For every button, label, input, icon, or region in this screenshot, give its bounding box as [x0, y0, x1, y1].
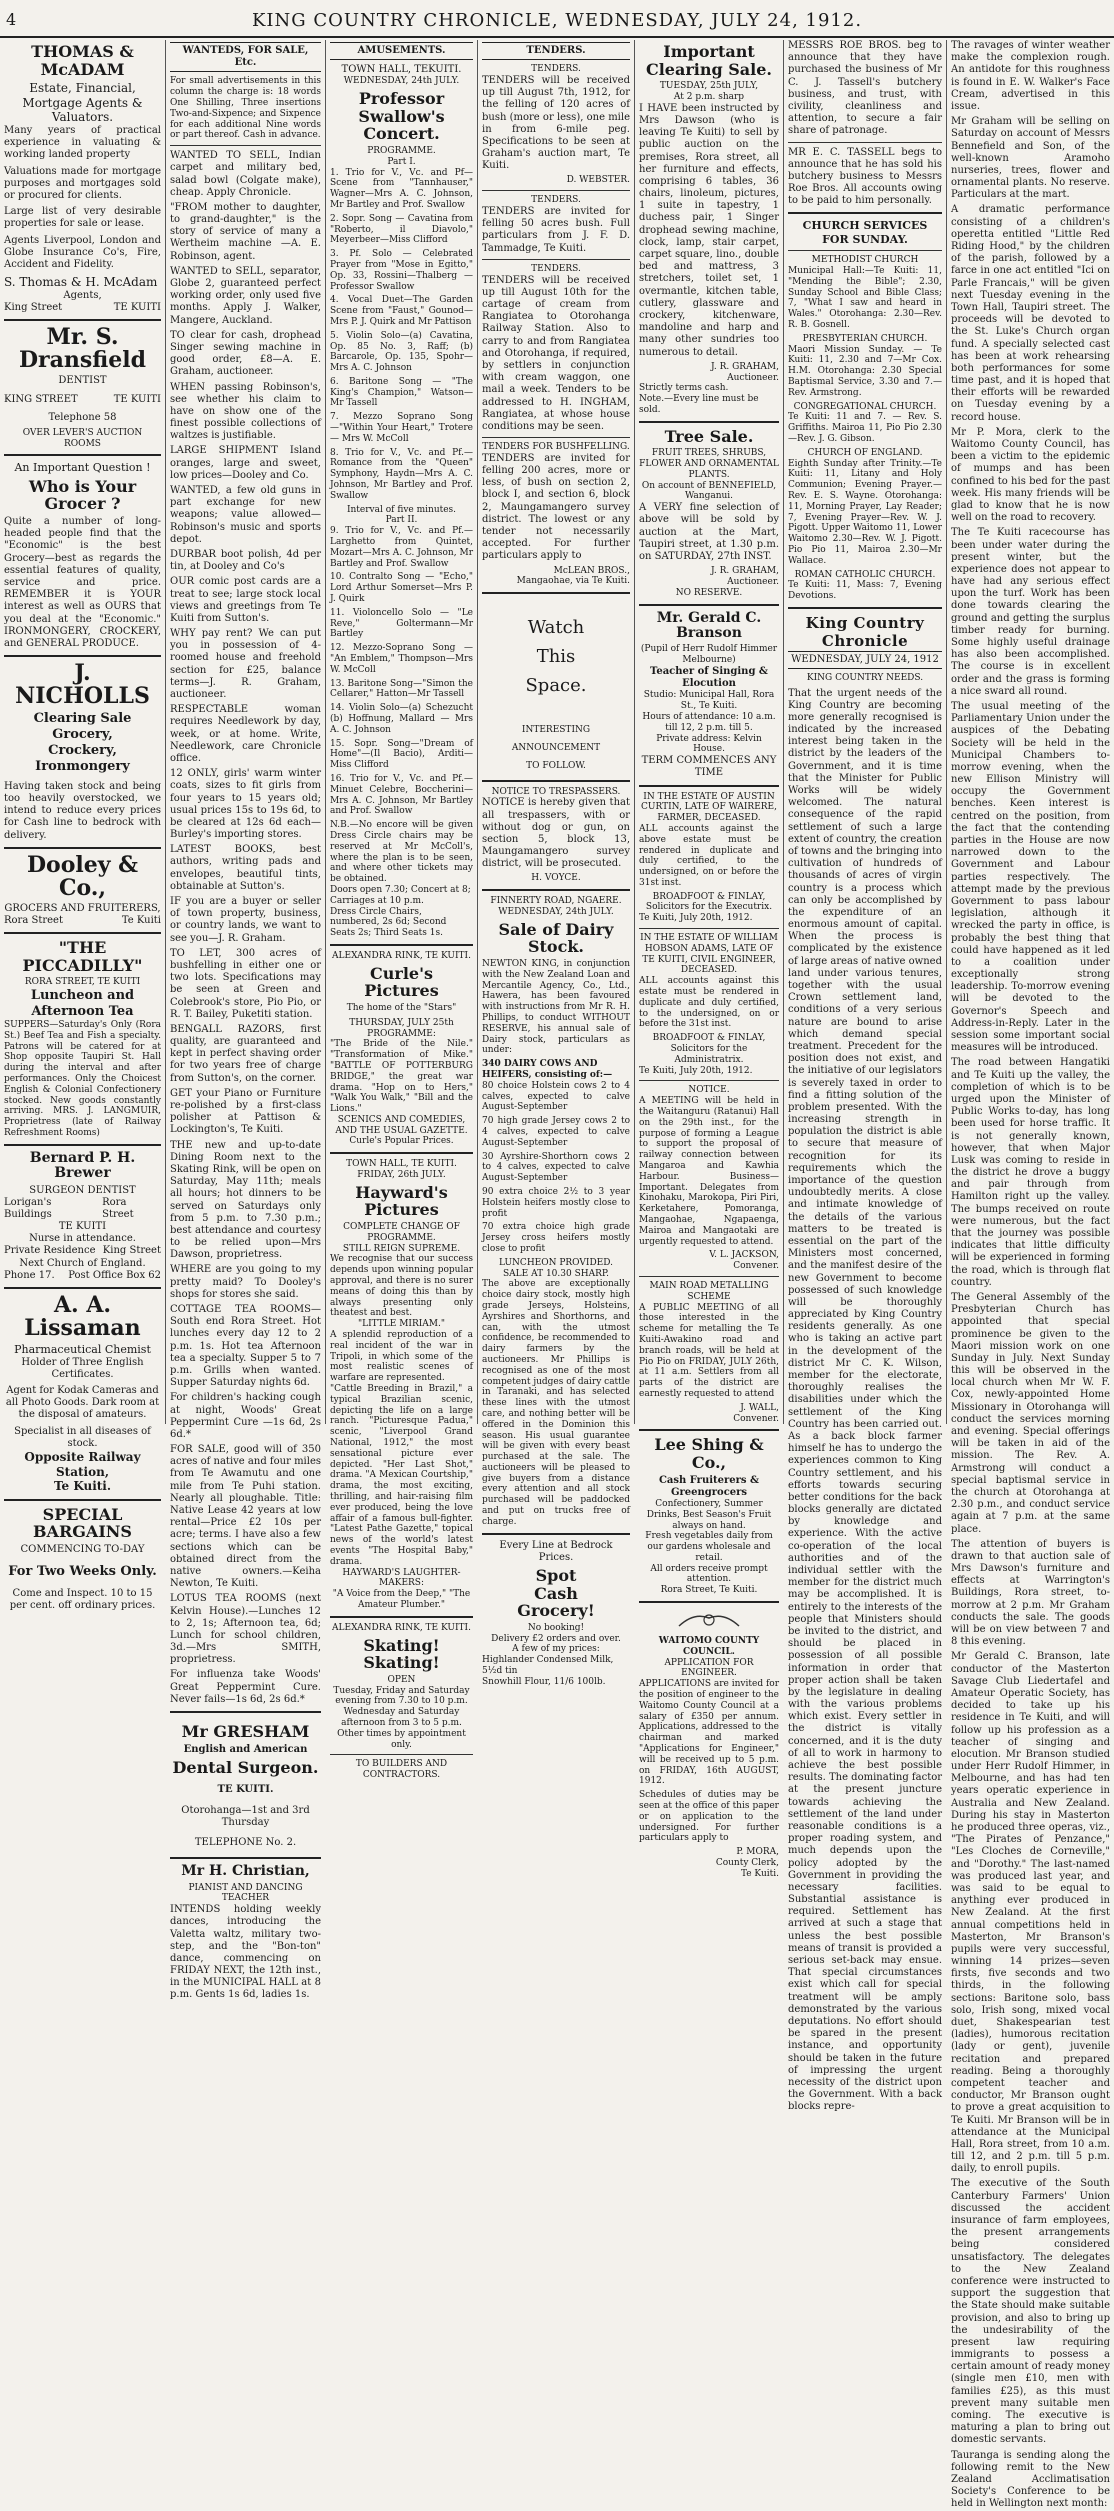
ad-line: COMMENCING TO-DAY [20, 1543, 145, 1555]
dransfield-ad [4, 326, 161, 449]
column-3 [326, 40, 478, 1781]
news-paragraph: The road between Hangatiki and Te Kuiti up the valley, the completion of which is to be urged upon the Minister of Public Works to-day, has long been used for horse traffic. It is not generally known, however, that when Major Lusk was coming to reside in the district he drove a buggy and pair through from Hamilton right up the valley. The bumps received on route were numerous, but the fact that the journey was possible indicates that little difficulty will be experienced in forming the road, which is through flat country. [951, 1057, 1110, 1288]
list-item: LATEST BOOKS, best authors, writing pads and envelopes, beautiful tints, obtainable at Sutton's. [170, 844, 321, 892]
signature: Auctioneer. [727, 372, 779, 383]
notice-body: A VERY fine selection of above will be sold by auction at the Mart, Taupiri street, at 1.30 p.m. on SATURDAY, 27th INST. [639, 502, 779, 563]
column-2 [166, 40, 326, 2001]
note: Note.—Every line must be sold. [639, 394, 759, 415]
programme-label: PROGRAMME: [367, 1028, 436, 1039]
church-name: CHURCH OF ENGLAND. [807, 447, 923, 458]
news-paragraph: Mr P. Mora, clerk to the Waitomo County Council, has been a victim to the epidemic of mumps and has been confined to his bed for the past week. His many friends will be glad to know that he is now well on the road to recovery. [951, 426, 1110, 524]
church-name: CONGREGATIONAL CHURCH. [793, 401, 937, 412]
tender-notice: TENDERS are invited for felling 50 acres bush. Full particulars from J. F. D. Tammadge, Te Kuiti. [482, 206, 630, 254]
ad-line: Te Kuiti. [53, 1479, 112, 1494]
sub-heading: TENDERS. [531, 195, 581, 206]
note: SCENICS AND COMEDIES, AND THE USUAL GAZETTE. [335, 1114, 468, 1136]
ad-line: Rora Street [102, 1196, 134, 1220]
list-item: WHY pay rent? We can put you in possession of 4-roomed house and freehold section for £25, balance terms—J. R. Graham, auctioneer. [170, 628, 321, 701]
news-paragraph: The Te Kuiti racecourse has been under water during the present winter, but the experience does not appear to have had any serious effect upon the turf. Work has been done towards clearing the ground and getting the surplus timber ready for burning. Some highly useful drainage has also been accomplished. The course is in excellent order and the grass is forming a nice sward all round. [951, 527, 1110, 697]
event-date: TUESDAY, 25th JULY, [659, 81, 759, 92]
sub-heading: NOTICE TO TRESPASSERS. [491, 786, 621, 797]
part-label: Part I. [387, 156, 416, 167]
signature: Convener. [733, 1261, 779, 1272]
notice-body: A MEETING will be held in the Waitanguru (Ratanui) Hall on the 29th inst., for the purpose of forming a League to support the proposal of railway connection between Mangaroa and Kawhia Harbour. Business—Important. Delegates from Kinohaku, Marokopa, Piri Piri, Kerketahere, Pomoranga, Mangaohae, Ngapaenga, Mairoa and Mangaotaki are urgently requested to attend. [639, 1096, 779, 1247]
list-item: WANTED TO SELL, Indian carpet and military bed, salad bowl (Colgate make), cheap. Apply Chronicle. [170, 150, 321, 198]
signature: Mangaohae, via Te Kuiti. [516, 576, 630, 587]
estate-heading: IN THE ESTATE OF WILLIAM HOBSON ADAMS, LATE OF TE KUITI, CIVIL ENGINEER, DECEASED. [640, 933, 778, 976]
list-item: RESPECTABLE woman requires Needlework by day, week, or at home. Write, Needlework, care Chronicle office. [170, 704, 321, 764]
church-services: Te Kuiti: 11, Mass: 7, Evening Devotions. [788, 580, 942, 602]
notice-date: Te Kuiti, July 20th, 1912. [639, 913, 753, 924]
ad-line: English and American [183, 1743, 308, 1755]
note: LUNCHEON PROVIDED. [498, 1257, 613, 1268]
sub-heading: TENDERS. [531, 263, 581, 274]
note: Delivery £2 orders and over. [491, 1633, 621, 1644]
signature: BROADFOOT & FINLAY, [652, 891, 766, 902]
signature: County Clerk, [715, 1858, 779, 1869]
news-paragraph: The attention of buyers is drawn to that auction sale of Mrs Dawson's furniture and effects at Warrington's Buildings, Rora street, to-morrow at 2 p.m. Mr Graham conducts the sale. The goods will be on view between 7 and 8 this evening. [951, 1538, 1110, 1648]
list-item: FOR SALE, good will of 350 acres of native and four miles from Te Awamutu and one mile from Te Puhi station. Nearly all ploughable. Title: Native Lease 42 years at low rental—Price £2 10s per acre; terms. I have also a few sections which can be obtained direct from the native owners.—Keiha Newton, Te Kuiti. [170, 1444, 321, 1590]
note: TERM COMMENCES ANY TIME [641, 755, 777, 779]
list-item: COTTAGE TEA ROOMS—South end Rora Street. Hot lunches every day 12 to 2 p.m. 1s. Hot tea Afternoon tea a specialty. Supper 5 to 7 p.m. Grills when wanted. Supper Saturday nights 6d. [170, 1304, 321, 1389]
list-item: 90 extra choice 2½ to 3 year Holstein heifers mostly close to profit [482, 1186, 630, 1219]
interval-note: Interval of five minutes. [346, 504, 457, 515]
ad-line: Specialist in all diseases of stock. [14, 1425, 151, 1449]
ad-paragraph: Large list of very desirable properties for sale or lease. [4, 206, 161, 230]
note: Curle's Popular Prices. [349, 1136, 454, 1147]
ad-town: TE KUITI. [217, 1784, 274, 1796]
notice-body: The above are exceptionally choice dairy stock, mostly high grade Jerseys, Holsteins, Ayrshires and Shorthorns, and can, with the utmost confidence, be recommended to dairy farmers by the auctioneers. Mr Phillips is recognised as one of the most competent judges of dairy cattle in Taranaki, and has selected these lines with the utmost care, and nothing better will be offered in the Dominion this season. His usual guarantee will be given with every beast purchased at the sale. The auctioneers will be pleased to give buyers from a distance every attention and all stock purchased will be paddocked and put on trucks free of charge. [482, 1279, 630, 1527]
ad-line: Agents, [63, 289, 102, 301]
list-item: WANTED to SELL, separator, Globe 2, guaranteed perfect working order, only used five months. Apply J. Walker, Mangere, Auckland. [170, 265, 321, 326]
note: Hours of attendance: 10 a.m. till 12, 2 p.m. till 5. [642, 711, 776, 733]
piccadilly-ad [4, 939, 161, 1138]
list-item: 10. Contralto Song — "Echo," Lord Arthur Somerset—Mrs P. J. Quirk [330, 572, 473, 605]
ad-paragraph: Many years of practical experience in valuating & working landed property [4, 125, 161, 161]
list-item: TO clear for cash, drophead Singer sewing machine in good order, £8—A. E. Graham, auctioneer. [170, 329, 321, 378]
note: On account of BENNEFIELD, Wanganui. [641, 480, 777, 502]
list-item: 9. Trio for V., Vc. and Pf.—Larghetto from Quintet, Mozart—Mrs A. C. Johnson, Mr Bartley and Prof. Swallow [330, 526, 473, 569]
event-title: Tree Sale. [664, 426, 754, 446]
note: A few of my prices: [512, 1644, 600, 1655]
event-date: WEDNESDAY, 24th JULY. [498, 907, 614, 918]
tender-notice: TENDERS will be received up till August 10th for the cartage of cream from Rangiatea to Otorohanga Railway Station. Also to carry to and from Rangiatea and Otorohanga, if required, by settlers in conjunction with cream waggon, one mail a week. Tenders to be addressed to H. INGHAM, Rangiatea, at whose house conditions may be seen. [482, 274, 630, 432]
ad-role: DENTIST [58, 375, 107, 387]
ad-title: Mr. Gerald C. Branson [656, 609, 762, 641]
ad-role: Pharmaceutical Chemist [14, 1343, 151, 1357]
list-item: 12 ONLY, girls' warm winter coats, sizes to fit girls from four years to 15 years old; usual prices 15s to 19s 6d, to be cleared at 12s 6d each—Burley's importing stores. [170, 768, 321, 841]
list-item: TO LET, 300 acres of bushfelling in either one or two lots. Specifications may be seen at Green and Colebrook's store, Pio Pio, or R. T. Bailey, Puketiti station. [170, 947, 321, 1020]
news-paragraph: The ravages of winter weather make the complexion rough. An antidote for this roughness is found in E. W. Walker's Face Cream, advertised in this issue. [951, 40, 1110, 112]
ad-line: Clearing Sale Grocery, [33, 711, 132, 743]
notice-body: MESSRS ROE BROS. beg to announce that they have purchased the business of Mr C. J. Tassell's butchery business, and trust, with civility, cleanliness and attention, to secure a fair share of patronage. [788, 40, 942, 137]
list-item: For children's hacking cough at night, Woods' Great Peppermint Cure —1s 6d, 2s 6d.* [170, 1392, 321, 1440]
church-name: PRESBYTERIAN CHURCH. [802, 333, 928, 344]
title-line: Spot [535, 1566, 577, 1586]
ad-line: Dental Surgeon. [172, 1757, 319, 1777]
ad-line: Otorohanga—1st and 3rd Thursday [181, 1804, 310, 1828]
news-paragraph: Tauranga is sending along the following remit to the New Zealand Acclimatisation Society's Conference to be held in Wellington next month: [951, 2449, 1110, 2510]
event-title: Skating! Skating! [363, 1635, 440, 1673]
ad-title: A. A. Lissaman [24, 1292, 141, 1342]
note: N.B.—No encore will be given Dress Circle chairs may be reserved at Mr McColl's, where the plan is to be seen, and where other tickets may be obtained. [330, 820, 473, 885]
ad-telephone: Phone 17. [4, 1269, 55, 1281]
notice-body: ALL accounts against the above estate must be rendered in duplicate and duly certified, to the undersigned, on or before the 31st inst. [639, 823, 779, 888]
signature: V. L. JACKSON, [709, 1250, 779, 1261]
editorial-heading: KING COUNTRY NEEDS. [806, 672, 924, 683]
ad-role: PIANIST AND DANCING TEACHER [188, 1882, 303, 1904]
ad-signature: S. Thomas & H. McAdam [4, 275, 158, 290]
rates-note: For small advertisements in this column the charge is: 18 words One Shilling, Three insertions Two-and-Sixpence; and Sixpence for each additional Nine words or part thereof. Cash in advance. [170, 76, 321, 141]
ad-street: King Street [4, 301, 63, 313]
notice-body: NOTICE is hereby given that all trespassers, with or without dog or gun, on section 5, block 13, Maungamangero survey district, will be prosecuted. [482, 797, 630, 870]
column-4 [478, 40, 635, 1687]
section-heading: WANTEDS, FOR SALE, Etc. [170, 42, 321, 72]
signature: Solicitors for the Administratrix. [670, 1044, 748, 1065]
signature: Solicitors for the Executrix. [645, 902, 773, 913]
ad-line: Private Residence [4, 1245, 96, 1257]
editorial-masthead: King Country Chronicle [805, 613, 925, 651]
ad-paragraph: Fresh vegetables daily from our gardens wholesale and retail. [645, 1531, 773, 1563]
list-item: 3. Pf. Solo — Celebrated Prayer from "Mose in Egitto," Op. 33, Rossini—Thalberg — Professor Swallow [330, 249, 473, 292]
ad-line: Valuators. [51, 110, 114, 125]
ad-town: TE KUITI [113, 393, 161, 405]
note: Dress Circle Chairs, numbered, 2s 6d; Second Seats 2s; Third Seats 1s. [330, 906, 447, 939]
list-item: 12. Mezzo-Soprano Song — "An Emblem," Thompson—Mrs W. McColl [330, 643, 473, 675]
announcement-line: TO FOLLOW. [526, 760, 586, 771]
ad-role: Teacher of Singing & Elocution [650, 665, 768, 690]
film-list: "A Voice from the Deep," "The Amateur Plumber." [332, 1589, 471, 1610]
news-paragraph: The usual meeting of the Parliamentary Union under the auspices of the Debating Society will be held in the Municipal Chambers to-morrow evening, when the new Ellison Ministry will occupy the Government benches. Keen interest is centred on the position, from the fact that the contending parties in the House are now narrowed down to the Government and Labour parties respectively. The attempt made by the previous Government to pass labour legislation, although it wrecked the party in office, is probably the best thing that could have happened as it led to a coalition under exceptionally strong leadership. To-morrow evening will be devoted to the Governor's Speech and Address-in-Reply. Later in the session some important social measures will be introduced. [951, 700, 1110, 1054]
list-item: 14. Violin Solo—(a) Schezucht (b) Hoffnung, Mallard — Mrs A. C. Johnson [330, 703, 473, 735]
ad-paragraph: SUPPERS—Saturday's Only (Rora St.) Beef Tea and Fish a specialty. Patrons will be catered for at Shop opposite Taupiri St. Hall during the interval and after performances. Only the Choicest English & Colonial Confectionery stocked. New goods constantly arriving. MRS. J. LANGMUIR, Proprietress (late of Railway Refreshment Rooms) [4, 1019, 161, 1138]
list-item: GET your Piano or Furniture re-polished by a first-class polisher at Pattison & Lockington's, Te Kuiti. [170, 1087, 321, 1136]
list-item: WANTED, a few old guns in part exchange for new weapons; value allowed—Robinson's music and sports depot. [170, 485, 321, 545]
ad-title: J. NICHOLLS [15, 660, 150, 710]
tender-notice: TENDERS are invited for felling 200 acres, more or less, of bush on section 2, block I, and section 6, block 2, Maungamangero survey district. The lowest or any tender not necessarily accepted. For further particulars apply to [482, 452, 630, 562]
notice-body: ALL accounts against this estate must be rendered in duplicate and duly certified, to the undersigned, on or before the 31st inst. [639, 976, 779, 1030]
newspaper-title: KING COUNTRY CHRONICLE, WEDNESDAY, JULY 24, 1912. [251, 10, 863, 31]
price-line: Highlander Condensed Milk, 5½d tin [482, 1655, 614, 1677]
signature: Te Kuiti. [740, 1868, 779, 1879]
ad-paragraph: Quite a number of long-headed people find that the "Economic" is the best Grocery—best as regards the essential features of quality, service and price. REMEMBER it is YOUR interest as well as OURS that you deal at the "Economic." IRONMONGERY, CROCKERY, and GENERAL PRODUCE. [4, 516, 161, 649]
list-item: DURBAR boot polish, 4d per tin, at Dooley and Co's [170, 548, 321, 573]
note: Doors open 7.30; Concert at 8; Carriages at 10 p.m. [330, 884, 471, 906]
list-item: 30 Ayrshire-Shorthorn cows 2 to 4 calves, expected to calve August-September [482, 1151, 630, 1184]
venue: TOWN HALL, TE KUITI. [346, 1159, 457, 1170]
ad-paragraph: Agent for Kodak Cameras and all Photo Goods. Dark room at the disposal of amateurs. [5, 1384, 160, 1421]
note: NO RESERVE. [675, 587, 743, 598]
gresham-ad [170, 1723, 321, 1849]
announcement [482, 721, 630, 775]
notice-body: A PUBLIC MEETING of all those interested in the scheme for metalling the Te Kuiti-Awakino road and branch roads, will be held at Pio Pio on FRIDAY, JULY 26th, at 11 a.m. Settlers from all parts of the district are earnestly requested to attend [639, 1302, 779, 1399]
notice-body: APPLICATIONS are invited for the position of engineer to the Waitomo County Council at a salary of £350 per annum. Applications, addressed to the chairman and marked "Applications for Engineer," will be received up to 5 p.m. on FRIDAY, 16th AUGUST, 1912. [639, 1679, 779, 1787]
event-date: WEDNESDAY, 24th JULY. [343, 76, 460, 87]
note: No booking! [527, 1622, 585, 1633]
tender-notice: TENDERS will be received up till August 7th, 1912, for the felling of 120 acres of bush (more or less), one mile in from 6-mile peg. Specifications to be seen at Graham's auction mart, Te Kuiti. [482, 74, 630, 172]
ad-line: An Important Question ! [14, 461, 151, 475]
notice-body: NEWTON KING, in conjunction with the New Zealand Loan and Mercantile Agency, Co., Ltd., Hawera, has been favoured with instructions from Mr R. H. Phillips, to conduct WITHOUT RESERVE, his annual sale of Dairy stock, particulars as under: [482, 959, 630, 1056]
event-title: Hayward's Pictures [355, 1182, 448, 1220]
notice-body: I HAVE been instructed by Mrs Dawson (who is leaving Te Kuiti) to sell by public auction on the premises, Rora street, all her furniture and effects, comprising 6 tables, 36 chairs, linoleum, pictures, 1 suite in tapestry, 1 duchess pair, 1 Singer drophead sewing machine, clock, lamp, stair carpet, carpet square, lino., double bed and mattress, 3 stretchers, toilet set, 1 overmantle, kitchen table, cutlery, glassware and crockery, kitchenware, mandoline and harp and many other sundries too numerous to detail. [639, 102, 779, 358]
ad-role: GROCERS AND FRUITERERS, [4, 902, 161, 914]
church-services: Maori Mission Sunday. — Te Kuiti: 11, 2.30 and 7—Mr Cox. H.M. Otorohanga: 2.30 Special Baptismal Service, 3.30 and 7.—Rev. Armstrong. [788, 344, 942, 398]
estate-heading: IN THE ESTATE OF AUSTIN CURTIN, LATE OF WAIRERE, FARMER, DECEASED. [641, 791, 777, 824]
ad-address: Studio: Municipal Hall, Rora St., Te Kuiti. [643, 690, 775, 712]
ad-title: "THE PICCADILLY" [22, 938, 143, 975]
sub-heading: TENDERS FOR BUSHFELLING. [482, 442, 630, 453]
editorial-body: That the urgent needs of the King Country are becoming more generally recognised is indicated by the increased interest being taken in the district by the leaders of the Government, and it is time that the Minister for Public Works will be widely welcomed. The natural consequence of the rapid settlement of such a large extent of country, the creation of towns and the bringing into cultivation of hundreds of thousands of acres of virgin country is a process which can only be accomplished by the expenditure of an enormous amount of capital. When the process is complicated by the existence of large areas of native owned land under various tenures, together with the usual Crown settlement land, conditions of a very serious nature are bound to arise which demand special treatment. Precedent for the position does not exist, and the initiative of our legislators is severely taxed in order to find a fitting solution of the problem presented. With the increasing strength in population the district is able to secure that measure of recognition for its requirements which the importance of the question undoubtedly merits. A close and intimate knowledge of the details of the various matters to be treated is essential on the part of the Ministers most concerned, and the manifest desire of the new Government to become possessed of such knowledge will be thoroughly appreciated by King Country residents generally. As one who is taking an active part in the development of the district Mr C. K. Wilson, member for the electorate, thoroughly realises the disabilities under which the settlement of the King Country has been carried out. As a back block farmer himself he has to undergo the experiences common to King Country settlement, and his efforts towards securing better conditions for the back blocks generally are dictated by knowledge and experience. With the active co-operation of the local authorities and of the individual settler with the member for the district much may be accomplished. It is entirely to the interests of the people that Ministers should be invited to the district, and should be placed in possession of all possible information in order that proper action shall be taken by the legislature in dealing with the various problems which exist. Every settler in the district is vitally concerned, and it is the duty of all to work in harmony to achieve the best possible results. The dominating factor at the present juncture towards achieving the settlement of the land under reasonable conditions is a proper roading system, and much depends upon the policy adopted by the Government in providing the necessary facilities. Substantial assistance is required. Settlement has arrived at such a stage that unless the best possible means of transit is provided a serious set-back may ensue. That special circumstances exist which call for special treatment will be amply demonstrated by the various deputations. No effort should be spared in the present instance, and opportunity should be taken in the future of impressing the urgent necessity of the district upon the Government. With a back blocks repre- [788, 687, 943, 2113]
column-6 [784, 40, 947, 2113]
lissaman-ad [4, 1294, 161, 1494]
ad-paragraph: INTENDS holding weekly dances, introducing the Valetta waltz, military two-step, and the "Bon-ton" dance, commencing on FRIDAY NEXT, the 12th inst., in the MUNICIPAL HALL at 8 p.m. Gents 1s 6d, ladies 1s. [170, 1904, 321, 2001]
ad-address: RORA STREET, TE KUITI [24, 977, 141, 988]
stock-lots [482, 1081, 630, 1255]
ad-title: THOMAS & McADAM [31, 42, 134, 79]
venue: TOWN HALL, TEKUITI. [341, 64, 462, 76]
wanted-ads-list [170, 150, 321, 1706]
paragraph: Tuesday, Friday and Saturday evening from 7.30 to 10 p.m. Wednesday and Saturday afternoon from 3 to 5 p.m. [333, 1685, 470, 1728]
ad-paragraph: Valuations made for mortgage purposes and mortgages sold or procured for clients. [4, 165, 161, 201]
news-paragraph: Mr Graham will be selling on Saturday on account of Messrs Bennefield and Son, of the well-known Aramoho nurseries, trees, flower and ornamental plants. No reserve. Particulars at the mart. [951, 116, 1110, 201]
list-item: 1. Trio for V., Vc. and Pf—Scene from "Tannhauser," Wagner—Mrs A. C. Johnson, Mr Bartley and Prof. Swallow [330, 167, 473, 210]
sub-heading: MAIN ROAD METALLING SCHEME [649, 1280, 769, 1302]
title-line: Cash [534, 1583, 578, 1603]
church-name: ROMAN CATHOLIC CHURCH. [794, 569, 936, 580]
spot-cash-title [482, 1567, 630, 1620]
signature: Convener. [733, 1413, 779, 1424]
list-item: 2. Sopr. Song — Cavatina from "Roberto, il Diavolo," Meyerbeer—Miss Clifford [330, 213, 473, 246]
signature: H. VOYCE. [531, 873, 581, 884]
venue: ALEXANDRA RINK, TE KUITI. [332, 1622, 471, 1633]
price-line: Snowhill Flour, 11/6 100lb. [482, 1676, 606, 1687]
programme-part-1 [330, 168, 473, 502]
event-time: At 2 p.m. sharp [673, 91, 745, 102]
ad-town: Te Kuiti [121, 915, 161, 927]
note: STILL REIGN SUPREME. [342, 1243, 461, 1254]
ad-title: Dooley & Co., [26, 851, 139, 901]
list-item: BENGALL RAZORS, first quality, are guaranteed and kept in perfect shaving order for two years free of charge from Sutton's, on the corner. [170, 1023, 321, 1084]
list-item: 13. Baritone Song—"Simon the Cellarer," Hatton—Mr Tassell [330, 678, 473, 700]
venue: ALEXANDRA RINK, TE KUITI. [332, 950, 471, 961]
ad-paragraph: All orders receive prompt attention. [650, 1563, 768, 1585]
film-title: "LITTLE MIRIAM." [357, 1319, 446, 1330]
list-item: 70 extra choice high grade Jersey cross heifers mostly close to profit [482, 1222, 630, 1254]
ad-line: OVER LEVER'S AUCTION ROOMS [22, 427, 143, 449]
part-label: Part II. [385, 515, 418, 526]
column-5 [635, 40, 784, 1879]
film-list: "The Bride of the Nile." "Transformation of Mike." "BATTLE OF POTTERBURG BRIDGE," the great war drama. "Hop on to Hers," "Walk You Walk," "Bill and the Lions." [330, 1039, 473, 1115]
ad-paragraph: Agents Liverpool, London and Globe Insurance Co's, Fire, Accident and Fidelity. [4, 234, 161, 270]
editorial-date: WEDNESDAY, JULY 24, 1912 [788, 651, 942, 669]
note: (Pupil of Herr Rudolf Himmer Melbourne) [640, 644, 778, 666]
bargains-ad [4, 1506, 161, 1613]
ad-line: Estate, Financial, [29, 81, 136, 96]
list-item: 8. Trio for V., Vc. and Pf.—Romance from the "Queen" Symphony, Haydn—Mrs A. C. Johnson, Mr Bartley and Prof. Swallow [330, 447, 473, 501]
ad-paragraph: Confectionery, Summer Drinks, Best Season's Fruit always on hand. [646, 1498, 772, 1531]
tagline: The home of the "Stars" [346, 1002, 457, 1013]
ad-title: Who is Your Grocer ? [28, 476, 137, 514]
ad-role: Cash Fruiterers & Greengrocers [658, 1474, 760, 1498]
list-item: For influenza take Woods' Great Peppermint Cure. Never fails—1s 6d, 2s 6d.* [170, 1669, 321, 1705]
page-number: 4 [6, 10, 17, 29]
list-item: LARGE SHIPMENT Island oranges, large and sweet, low prices—Dooley and Co. [170, 445, 321, 481]
church-services: Eighth Sunday after Trinity.—Te Kuiti: 11, Litany and Holy Communion; Evening Prayer.—Rev. E. S. Wayne. Otorohanga: 11, Morning Prayer, Lay Reader; 7, Evening Prayer—Rev. W. J. Pigott. Upper Waitomo 11, Lower Waitomo 2.30—Rev. W. J. Pigott. Pio Pio 11, Mairoa 2.30—Mr Wallace. [788, 458, 942, 566]
tagline: Every Line at Bedrock Prices. [499, 1539, 613, 1563]
ad-line: Come and Inspect. 10 to 15 per cent. off ordinary prices. [9, 1588, 156, 1612]
signature: BROADFOOT & FINLAY, [652, 1033, 766, 1044]
stock-heading: 340 DAIRY COWS AND HEIFERS, consisting of:— [482, 1059, 613, 1080]
sub-heading: FRUIT TREES, SHRUBS, FLOWER AND ORNAMENTAL PLANTS. [639, 448, 779, 480]
brewer-ad [4, 1151, 161, 1282]
list-item: 16. Trio for V., Vc. and Pf.—Minuet Celebre, Boccherini—Mrs A. C. Johnson, Mr Bartley and Prof. Swallow [330, 773, 473, 817]
venue: FINNERTY ROAD, NGAERE. [490, 896, 622, 907]
ad-line: Crockery, Ironmongery [35, 743, 130, 774]
list-item: THE new and up-to-date Dining Room next to the Skating Rink, will be open on Saturday, May 11th; meals all hours; hot dinners to be served on Saturdays only from 5 p.m. to 7.30 p.m.; best attendance and courtesy to be relied upon—Mrs Dawson, proprietress. [170, 1139, 321, 1261]
list-item: WHERE are you going to my pretty maid? To Dooley's shops for stores she said. [170, 1264, 321, 1300]
list-item: 15. Sopr. Song—"Dream of Home"—(Il Bacio), Arditi—Miss Clifford [330, 738, 473, 771]
signature: J. WALL, [740, 1402, 779, 1413]
announcement-line: INTERESTING [521, 724, 591, 735]
event-date: THURSDAY, JULY 25th [349, 1017, 454, 1028]
sub-heading: NOTICE. [688, 1085, 730, 1096]
thomas-mcadam-ad [4, 43, 161, 314]
ad-line: Next Church of England. [19, 1257, 146, 1269]
church-name: METHODIST CHURCH [811, 255, 919, 266]
note: OPEN [387, 1674, 416, 1685]
sub-heading: WAITOMO COUNTY COUNCIL. [658, 1636, 760, 1657]
sub-heading: TENDERS. [531, 64, 581, 75]
notice-date: Te Kuiti, July 20th, 1912. [639, 1065, 753, 1076]
sub-heading: APPLICATION FOR ENGINEER. [664, 1657, 754, 1679]
programme-label: PROGRAMME. [367, 145, 436, 156]
dooley-ad [4, 851, 161, 928]
ad-line: King Street [102, 1245, 161, 1257]
ad-telephone: Telephone 58 [48, 411, 117, 423]
signature: McLEAN BROS., [553, 565, 630, 576]
ad-line: Lorigan's Buildings [4, 1196, 52, 1220]
ad-title: Mr H. Christian, [181, 1863, 310, 1880]
column-7 [947, 40, 1114, 2510]
list-item: 7. Mezzo Soprano Song—"Within Your Heart," Trotere — Mrs W. McColl [330, 412, 473, 444]
note: HAYWARD'S LAUGHTER-MAKERS: [342, 1567, 461, 1589]
event-title: Sale of Dairy Stock. [498, 919, 614, 957]
signature: P. MORA, [736, 1847, 779, 1858]
programme-part-2 [330, 526, 473, 817]
list-item: 6. Baritone Song — "The King's Champion," Watson—Mr Tassell [330, 376, 473, 409]
crest-icon [674, 1608, 744, 1632]
event-title: Professor Swallow's Concert. [358, 89, 445, 144]
ad-town: TE KUITI [58, 1221, 107, 1233]
event-title: Important Clearing Sale. [645, 42, 772, 79]
ad-telephone: TELEPHONE No. 2. [194, 1836, 297, 1848]
ad-paragraph: Having taken stock and being too heavily overstocked, we intend to reduce every prices for Cash line to bedrock with delivery. [4, 780, 161, 841]
ad-line: Mortgage Agents & [22, 95, 143, 110]
section-heading: AMUSEMENTS. [330, 42, 473, 60]
ad-title: Mr. S. Dransfield [18, 324, 147, 374]
grocer-ad [4, 461, 161, 650]
signature: Auctioneer. [727, 577, 779, 588]
ad-title: Bernard P. H. Brewer [29, 1149, 136, 1182]
list-item: 70 high grade Jersey cows 2 to 4 calves, expected to calve August-September [482, 1116, 630, 1148]
ad-line: Afternoon Tea [31, 1004, 134, 1020]
list-item: 80 choice Holstein cows 2 to 4 calves, expected to calve August-September [482, 1080, 630, 1113]
note: Strictly terms cash. [639, 383, 729, 394]
column-1 [0, 40, 166, 1612]
list-item: 11. Violoncello Solo — "Le Reve," Goltermann—Mr Bartley [330, 607, 473, 640]
watch-line: Watch [527, 617, 585, 639]
title-line: Grocery! [517, 1601, 595, 1621]
ad-title: Mr GRESHAM [181, 1722, 310, 1742]
signature: D. WEBSTER. [566, 175, 630, 186]
section-heading: TENDERS. [482, 42, 630, 60]
note: TO BUILDERS AND CONTRACTORS. [355, 1759, 448, 1781]
ad-line: Nurse in attendance. [29, 1233, 136, 1245]
event-date: FRIDAY, 26th JULY. [357, 1170, 446, 1181]
church-services: Municipal Hall:—Te Kuiti: 11, "Mending the Bible"; 2.30, Sunday School and Bible Class; 7, "What I saw and heard in Wales." Otorohanga: 2.30—Rev. R. B. Gosnell. [788, 266, 942, 331]
note: Other times by appointment only. [337, 1728, 466, 1750]
list-item: 5. Violin Solo—(a) Cavatina, Op. 85 No. 3, Raff; (b) Barcarole, Op. 135, Spohr—Mrs A. C. Johnson [330, 330, 473, 374]
paragraph: A splendid reproduction of a real incident of the war in Tripoli, in which some of the most realistic scenes of warfare are represented. [330, 1330, 473, 1384]
columns [0, 40, 1114, 2510]
news-paragraph: A dramatic performance consisting of a children's operetta entitled "Little Red Riding Hood," by the children of the parish, followed by a farce in one act entitled "Ici on Parle Francais," will be given next Tuesday evening in the Town Hall, Taupiri street. The proceeds will be devoted to the St. Luke's Church organ fund. A specially selected cast has been at work rehearsing both performances for some time past, and it is hoped that their efforts will be rewarded on Tuesday evening by a record house. [951, 204, 1110, 423]
ad-line: For Two Weeks Only. [8, 1564, 157, 1580]
news-paragraph: The General Assembly of the Presbyterian Church has appointed that special prominence be given to the Maori mission work on one Sunday in July. Next Sunday this will be observed in the local church when Mr W. F. Cox, newly-appointed Home Missionary in Otorohanga will conduct the services morning and evening. Special offerings will be taken in aid of the mission. The Rev. A. Armstrong will conduct a special baptismal service in the church at Otorohanga at 2.30 p.m., and conduct service again at 7 p.m. at the same place. [951, 1291, 1110, 1535]
list-item: "FROM mother to daughter, to grand-daughter," is the story of service of many a Wertheim machine —A. E. Robinson, agent. [170, 201, 321, 262]
news-paragraph: The executive of the South Canterbury Farmers' Union discussed the accident insurance of farm employees, the present arrangements being considered unsatisfactory. The delegates to the New Zealand conference were instructed to support the suggestion that the State should make suitable provision, and also to bring up the undesirability of the present law requiring immigrants to possess a certain amount of ready money (single men £10, men with families £25), as this must prevent many suitable men coming. The executive is maturing a plan to bring out domestic servants. [951, 2178, 1110, 2446]
paragraph: We recognise that our success depends upon winning popular approval, and there is no surer means of doing this than by always presenting only theatest and best. [330, 1254, 473, 1319]
list-item: OUR comic post cards are a treat to see; large stock local views and greetings from Te Kuiti from Sutton's. [170, 576, 321, 624]
signature: J. R. GRAHAM, [710, 361, 779, 372]
note: COMPLETE CHANGE OF PROGRAMME. [343, 1222, 460, 1243]
watch-line: This [536, 645, 576, 667]
watch-this-space [482, 614, 630, 700]
ad-line: Post Office Box 62 [68, 1269, 161, 1281]
ad-town: TE KUITI [113, 301, 161, 313]
ad-street: Rora Street [4, 915, 63, 927]
announcement-line: ANNOUNCEMENT [511, 742, 601, 753]
list-item: WHEN passing Robinson's, see whether his claim to have on show one of the finest possible collections of waltzes is justifiable. [170, 381, 321, 442]
list-item: 4. Vocal Duet—The Garden Scene from "Faust," Gounod—Mrs P. J. Quirk and Mr Pattison [330, 295, 473, 327]
news-paragraph: Mr Gerald C. Branson, late conductor of the Masterton Savage Club Liedertafel and Amateur Operatic Society, has decided to take up his residence in Te Kuiti, and will follow up his profession as a teacher of singing and elocution. Mr Branson studied under Herr Rudolf Himmer, in Melbourne, and has had ten years operatic experience in Australia and New Zealand. During his stay in Masterton he produced three operas, viz., "The Pirates of Penzance," "Les Cloches de Corneville," and "Dorothy." The last-named was produced last year, and was said to be equal to anything ever produced in New Zealand. At the first annual competitions held in Masterton, Mr Branson's pupils were very successful, winning 14 prizes—seven firsts, five seconds and two thirds, in the following sections: Baritone solo, bass solo, Irish song, mixed vocal duet, Shakespearian test (ladies), humorous recitation (lady or gent), juvenile recitation and prepared reading. Being a thoroughly competent teacher and conductor, Mr Branson ought to prove a great acquisition to Te Kuiti. Mr Branson will be in attendance at the Municipal Hall, Rora street, from 10 a.m. till 12, and 2 p.m. till 5 p.m. daily, to enroll pupils. [951, 1651, 1110, 2175]
ad-street: KING STREET [4, 393, 78, 405]
section-heading: CHURCH SERVICES FOR SUNDAY. [802, 219, 928, 246]
church-services: Te Kuiti: 11 and 7. — Rev. S. Griffiths. Mairoa 11, Pio Pio 2.30—Rev. J. G. Gibson. [788, 412, 942, 444]
ad-address: Rora Street, Te Kuiti. [660, 1585, 758, 1596]
notice-body: Schedules of duties may be seen at the office of this paper or on application to the undersigned. For further particulars apply to [639, 1790, 779, 1844]
list-item: IF you are a buyer or seller of town property, business, or country lands, we want to see you—J. R. Graham. [170, 896, 321, 944]
nicholls-ad [4, 662, 161, 842]
christian-ad [170, 1864, 321, 2001]
event-title: Curle's Pictures [364, 963, 439, 1001]
ad-line: Holder of Three English Certificates. [21, 1356, 144, 1380]
list-item: LOTUS TEA ROOMS (next Kelvin House).—Lunches 12 to 2, 1s; Afternoon tea, 6d; Lunch for school children, 3d.—Mrs SMITH, proprietress. [170, 1593, 321, 1666]
notice-body: MR E. C. TASSELL begs to announce that he has sold his butchery business to Messrs Roe Bros. All accounts owing to be paid to him personally. [788, 146, 942, 207]
watch-line: Space. [525, 674, 587, 696]
ad-line: Luncheon and [30, 988, 135, 1004]
ad-title: SPECIAL BARGAINS [33, 1504, 132, 1542]
ad-role: SURGEON DENTIST [29, 1184, 136, 1196]
paragraph: "Cattle Breeding in Brazil," a typical Brazilian scenic, depicting the life on a large ranch. "Picturesque Padua," scenic, "Liverpool Grand National, 1912," the most sensational picture ever depicted. "Her Last Shot," drama. "A Mexican Courtship," drama, the most exciting, thrilling, and hair-raising film ever produced, being the love affair of a famous bull-fighter. "Latest Pathe Gazette," topical news of the world's latest events "The Hospital Baby," drama. [330, 1384, 473, 1567]
signature: J. R. GRAHAM, [710, 566, 779, 577]
masthead [0, 0, 1114, 38]
ad-title: Lee Shing & Co., [654, 1435, 764, 1472]
note: Private address: Kelvin House. [656, 733, 762, 755]
ad-line: Opposite Railway Station, [24, 1449, 141, 1479]
note: SALE AT 10.30 SHARP. [503, 1268, 609, 1279]
